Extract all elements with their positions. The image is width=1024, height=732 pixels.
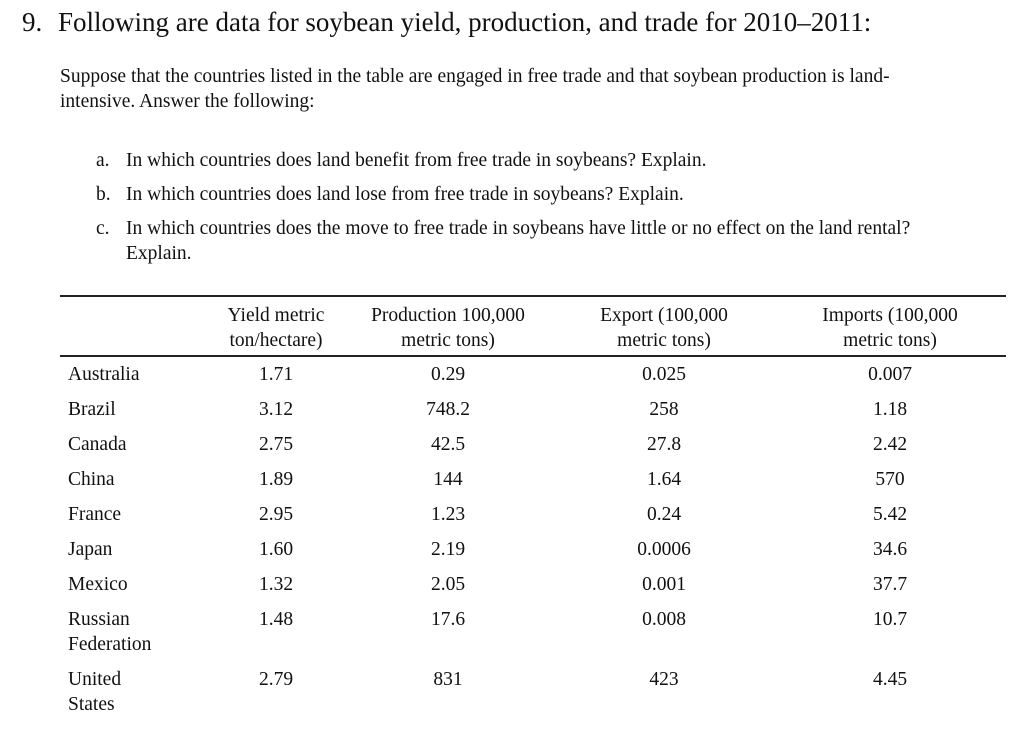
country-cell [60, 567, 210, 602]
production-cell: 144 [433, 469, 463, 490]
production-cell: 0.29 [430, 364, 466, 385]
imports-cell: 34.6 [872, 539, 908, 560]
header-text: Yield metric [227, 305, 325, 326]
country-cell [60, 662, 210, 722]
table-row [60, 567, 1006, 602]
production-cell: 1.23 [430, 504, 466, 525]
header-text: metric tons) [617, 330, 711, 351]
table-row [60, 532, 1006, 567]
intro-line: intensive. Answer the following: [60, 91, 315, 112]
subquestion-letter: a. [96, 150, 110, 171]
imports-cell: 37.7 [872, 574, 908, 595]
country-cell [60, 392, 210, 427]
country-cell [60, 602, 210, 662]
yield-cell: 1.32 [258, 574, 294, 595]
export-cell: 0.0006 [637, 539, 691, 560]
country-name: France [68, 504, 122, 525]
table-row [60, 462, 1006, 497]
imports-cell: 570 [875, 469, 905, 490]
table-row [60, 602, 1006, 662]
subquestion-text: In which countries does land lose from free trade in soybeans? Explain. [126, 184, 684, 205]
subquestion-text: In which countries does land benefit from free trade in soybeans? Explain. [126, 150, 707, 171]
header-export [554, 296, 774, 356]
country-name: Australia [68, 364, 140, 385]
question-title-text: Following are data for soybean yield, production, and trade for 2010–2011: [58, 7, 872, 37]
imports-cell: 10.7 [872, 609, 908, 630]
table-row [60, 497, 1006, 532]
export-cell: 423 [649, 669, 679, 690]
production-cell: 42.5 [430, 434, 466, 455]
intro-line: Suppose that the countries listed in the table are engaged in free trade and that soybean production is land- [60, 66, 890, 87]
yield-cell: 1.60 [258, 539, 294, 560]
table-header-row [60, 296, 1006, 356]
yield-cell: 1.71 [258, 364, 294, 385]
country-name: Canada [68, 434, 127, 455]
export-cell: 0.008 [642, 609, 686, 630]
imports-cell: 5.42 [872, 504, 908, 525]
country-name: China [68, 469, 115, 490]
country-name: Mexico [68, 574, 128, 595]
production-cell: 2.19 [430, 539, 466, 560]
header-text: metric tons) [843, 330, 937, 351]
country-name: Federation [68, 634, 152, 655]
header-production [342, 296, 554, 356]
subquestion-b [96, 182, 684, 207]
header-imports [774, 296, 1006, 356]
subquestion-c [96, 216, 910, 266]
country-name: States [68, 694, 115, 715]
country-cell [60, 532, 210, 567]
imports-cell: 4.45 [872, 669, 908, 690]
country-name: Russian [68, 609, 130, 630]
header-text: Imports (100,000 [822, 305, 958, 326]
subquestion-letter: c. [96, 218, 110, 239]
country-name: Brazil [68, 399, 116, 420]
export-cell: 258 [649, 399, 679, 420]
production-cell: 748.2 [426, 399, 470, 420]
export-cell: 1.64 [646, 469, 682, 490]
imports-cell: 1.18 [872, 399, 908, 420]
country-name: Japan [68, 539, 113, 560]
yield-cell: 2.75 [258, 434, 294, 455]
soybean-data-table [60, 295, 1006, 722]
subquestion-text: Explain. [126, 243, 192, 264]
country-cell [60, 356, 210, 392]
question-title [22, 4, 871, 40]
production-cell: 831 [433, 669, 463, 690]
yield-cell: 3.12 [258, 399, 294, 420]
export-cell: 0.24 [646, 504, 682, 525]
production-cell: 17.6 [430, 609, 466, 630]
production-cell: 2.05 [430, 574, 466, 595]
table-row [60, 662, 1006, 722]
subquestion-text: In which countries does the move to free trade in soybeans have little or no effect on the land rental? [126, 218, 911, 239]
table-row [60, 427, 1006, 462]
header-text: Production 100,000 [371, 305, 525, 326]
header-text: Export (100,000 [600, 305, 728, 326]
country-cell [60, 497, 210, 532]
header-yield [210, 296, 342, 356]
subquestion-letter: b. [96, 184, 111, 205]
yield-cell: 1.48 [258, 609, 294, 630]
export-cell: 0.001 [642, 574, 686, 595]
export-cell: 0.025 [642, 364, 686, 385]
yield-cell: 1.89 [258, 469, 294, 490]
yield-cell: 2.79 [258, 669, 294, 690]
subquestion-a [96, 148, 706, 173]
table-row [60, 356, 1006, 392]
yield-cell: 2.95 [258, 504, 294, 525]
imports-cell: 2.42 [872, 434, 908, 455]
header-text: ton/hectare) [229, 330, 323, 351]
header-country [60, 296, 210, 356]
table-row [60, 392, 1006, 427]
header-text: metric tons) [401, 330, 495, 351]
imports-cell: 0.007 [868, 364, 912, 385]
country-cell [60, 462, 210, 497]
country-cell [60, 427, 210, 462]
country-name: United [68, 669, 122, 690]
intro-paragraph [60, 64, 980, 114]
question-number: 9. [22, 7, 43, 37]
export-cell: 27.8 [646, 434, 682, 455]
